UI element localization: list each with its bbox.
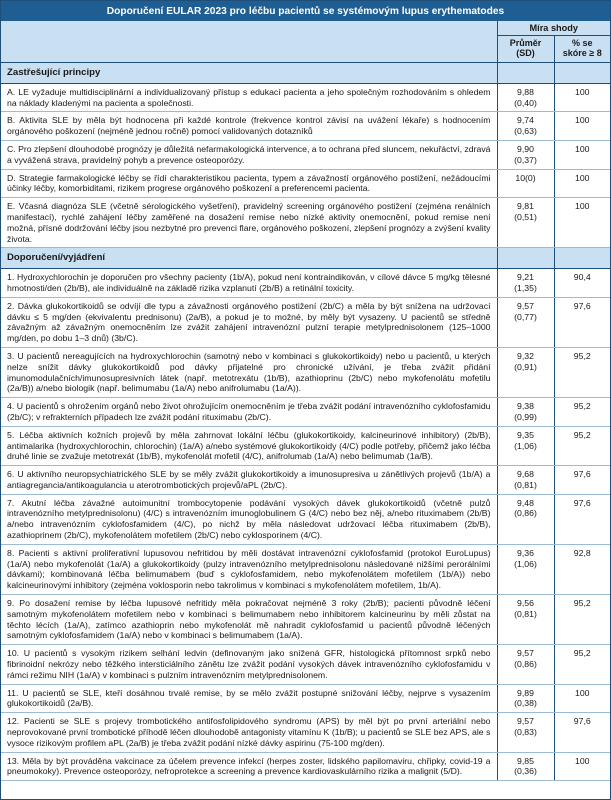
sd-value: (0,99) [514,411,537,422]
mean-sd-cell [497,83,554,112]
section-blank-cell [497,62,554,83]
mean-value: 9,38 [517,401,534,412]
sd-value: (0,77) [514,311,537,322]
table-row [1,347,610,397]
table-row [1,466,610,495]
section-blank-cell [554,248,610,269]
table-row [1,595,610,645]
recommendation-text: 10. U pacientů s vysokým rizikem selhání ledvin (definovaným jako snížená GFR, histologická přítomnost srpků nebo fibrinoidní nekrózy nebo těžkého intersticiálního zánětu lze zvážit podání vysokých dávek intravenózního cyklofosfamidu v rámci režimu NIH (1a/A) v kombinaci s pulzním intravenózním metylprednisolonem. [1,645,497,684]
mean-value: 9,32 [517,350,534,361]
table-row [1,297,610,347]
recommendation-text: 1. Hydroxychlorochin je doporučen pro všechny pacienty (1b/A), pokud není kontraindikován, v cílové dávce 5 mg/kg tělesné hmotnosti/den (2b/B), ale individuálně na základě rizika vzplanutí (2b/B) a retinální toxicity. [1,269,497,298]
sd-value: (0,86) [514,508,537,519]
sd-value: (0,36) [514,766,537,777]
recommendation-text: 6. U aktivního neuropsychiatrického SLE by se měly zvážit glukokortikoidy a imunosupresiva u zánětlivých projevů (1b/A) a antiagregancia/antikoagulancia u aterotrombotických projevů/aPL (2b/C). [1,466,497,495]
mean-value: 9,57 [517,716,534,727]
mean-value: 9,89 [517,687,534,698]
mean-value: 9,81 [517,201,534,212]
percent-value: 95,2 [554,347,610,397]
sd-value: (0,63) [514,126,537,137]
sd-value: (0,91) [514,361,537,372]
header-blank-cell [1,21,497,62]
sd-value: (0,86) [514,659,537,670]
mean-sd-cell [497,297,554,347]
recommendation-text: E. Včasná diagnóza SLE (včetně sérologického vyšetření), pravidelný screening orgánového postižení (zejména renálních manifestací), rychlé zahájení léčby zaměřené na dosažení remise nebo nízké aktivity onemocnění, pokud remise není možná, přísné dodržování léčby jsou nezbytné pro prevenci flare, orgánového poškození, zlepšení prognózy a zvýšení kvality života. [1,198,497,248]
percent-value: 97,6 [554,297,610,347]
mean-sd-cell [497,466,554,495]
recommendation-text: 3. U pacientů nereagujících na hydroxychlorochin (samotný nebo v kombinaci s glukokortikoidy) nebo u pacientů, u kterých nelze snížit dávky glukokortikoidů pod dávky přijatelné pro chronické užívání, je třeba zvážit přidání imunomodulačních/imunosupresivních látek (např. metotrexátu (1b/B), azathioprinu (2b/C) nebo mykofenolátu mofetilu (2a/B)) a/nebo biologik (např. belimumabu (1a/A) nebo anifrolumabu (1a/A)). [1,347,497,397]
sd-value: (1,06) [514,440,537,451]
table-row [1,112,610,141]
mean-sd-cell [497,140,554,169]
mean-value: 9,21 [517,272,534,283]
mean-sd-cell [497,595,554,645]
percent-value: 100 [554,169,610,198]
mean-sd-cell [497,198,554,248]
header-percent-line1: % se [571,37,593,48]
percent-value: 100 [554,752,610,781]
mean-value: 9,57 [517,648,534,659]
header-percent-line2: skóre ≥ 8 [562,48,602,59]
percent-value: 95,2 [554,398,610,427]
recommendation-text: 8. Pacienti s aktivní proliferativní lupusovou nefritidou by měli dostávat intravenózní cyklofosfamid (protokol EuroLupus) (1a/A) nebo mykofenolát (1a/A) a glukokortikoidy (pulzy intravenózního metylprednisolonu následované nižšími perorálními dávkami); kombinovaná léčba belimumabem (buď s cyklofosfamidem, nebo mykofenolátem mofetilem (1b/A)) nebo kalcineurinovými inhibitory (zejména voklosporin nebo takrolimus v kombinaci s mykofenolátem mofetilem, 1b/A). [1,544,497,594]
percent-value: 97,6 [554,466,610,495]
percent-value: 97,6 [554,494,610,544]
recommendation-text: 12. Pacienti se SLE s projevy trombotického antifosfolipidového syndromu (APS) by měl být po první arteriální nebo neprovokované první trombotické příhodě léčen dlouhodobě antagonisty vitamínu K (1b/B); u pacientů se SLE bez APS, ale s vysoce rizikovým profilem aPL (2a/B) je třeba zvážit podání nízké dávky aspirinu (75-100 mg/den). [1,713,497,752]
percent-value: 95,2 [554,645,610,684]
section-header-row [1,62,610,83]
recommendation-text: 7. Akutní léčba závažné autoimunitní trombocytopenie podávání vysokých dávek glukokortikoidů (včetně pulzů intravenózního metylprednisolonu) (4/C) s intravenózním imunoglobulinem G (4/C) nebo bez něj, a/nebo rituximabem (2b/B) a/nebo intravenózním cyklofosfamidem (4/C), po nichž by měla následovat udržovací léčba rituximabem (2b/B), azathioprinem (2b/C), mykofenolátem mofetilem (2b/C) nebo cyklosporinem (4/C). [1,494,497,544]
mean-sd-cell [497,544,554,594]
recommendation-text: 4. U pacientů s ohrožením orgánů nebo život ohrožujícím onemocněním je třeba zvážit podání intravenózního cyklofosfamidu (2b/C); v refrakterních případech lze zvážit podání rituximabu (2b/C). [1,398,497,427]
sd-value: (0,37) [514,154,537,165]
recommendation-text: B. Aktivita SLE by měla být hodnocena při každé kontrole (frekvence kontrol závisí na uvážení lékaře) s hodnocením orgánového poškození (nejméně jednou ročně) pomocí validovaných dotazníků [1,112,497,141]
percent-value: 100 [554,198,610,248]
sd-value: (0,81) [514,608,537,619]
percent-value: 97,6 [554,713,610,752]
mean-sd-cell [497,398,554,427]
header-percent [554,35,610,62]
recommendation-text: C. Pro zlepšení dlouhodobé prognózy je důležitá nefarmakologická intervence, a to ochrana před sluncem, nekuřáctví, zdravá a vyvážená strava, pravidelný pohyb a prevence osteoporózy. [1,140,497,169]
section-title: Zastřešující principy [1,62,497,83]
table-row [1,269,610,298]
sd-value: (0,40) [514,97,537,108]
percent-value: 92,8 [554,544,610,594]
mean-value: 9,56 [517,598,534,609]
table-title: Doporučení EULAR 2023 pro léčbu pacientů se systémovým lupus erythematodes [1,1,610,21]
header-mean [497,35,554,62]
table-row [1,398,610,427]
recommendation-text: 11. U pacientů se SLE, kteří dosáhnou trvalé remise, by se mělo zvážit postupné snižování léčby, nejprve s vysazením glukokortikoidů (2a/B). [1,684,497,713]
recommendation-text: A. LE vyžaduje multidisciplinární a individualizovaný přístup s edukací pacienta a jeho společným rozhodováním s ohledem na náklady kladenými na pacienta a společnosti. [1,83,497,112]
mean-value: 9,48 [517,497,534,508]
recommendation-text: 13. Měla by být prováděna vakcinace za účelem prevence infekcí (herpes zoster, lidského papilomaviru, chřipky, covid-19 a pneumokoky). Prevence osteoporózy, nefroprotekce a screening a prevence kardiovaskulárního rizika a malignit (5/D). [1,752,497,781]
mean-value: 10(0) [515,172,536,183]
mean-sd-cell [497,684,554,713]
percent-value: 95,2 [554,426,610,465]
table-row [1,752,610,781]
mean-sd-cell [497,269,554,298]
percent-value: 100 [554,112,610,141]
percent-value: 95,2 [554,595,610,645]
sd-value: (0,81) [514,479,537,490]
mean-sd-cell [497,713,554,752]
recommendation-text: 5. Léčba aktivních kožních projevů by měla zahrnovat lokální léčbu (glukokortikoidy, kalcineurinové inhibitory) (2b/B), antimalarika (hydroxychlorochin, chlorochin) (1a/A) a/nebo systémové glukokortikoidy (4/C) podle potřeby, přičemž jako léčba druhé linie se zvažuje metotrexát (1b/B), mykofenolát mofetil (4/C), anifrolumab (1a/A) nebo belimumab (1a/B). [1,426,497,465]
mean-value: 9,57 [517,300,534,311]
sd-value: (0,51) [514,211,537,222]
mean-sd-cell [497,645,554,684]
mean-value: 9,74 [517,115,534,126]
recommendation-text: 2. Dávka glukokortikoidů se odvíjí dle typu a závažnosti orgánového postižení (2b/C) a měla by být snížena na udržovací dávku ≤ 5 mg/den (ekvivalentu prednisonu) (2a/B), a pokud je to možné, by měly být vysazeny. U pacientů se středně závažným až závažným onemocněním lze zvážit zahájení intravenózní pulzní terapie metylprednisolonem (125–1000 mg/den, po dobu 1–3 dnů) (3b/C). [1,297,497,347]
recommendations-table [1,21,610,781]
header-mean-line2: (SD) [516,48,535,59]
table-row [1,645,610,684]
percent-value: 100 [554,140,610,169]
mean-value: 9,68 [517,469,534,480]
header-mean-line1: Průměr [509,37,542,48]
section-blank-cell [497,248,554,269]
table-row [1,684,610,713]
mean-value: 9,90 [517,143,534,154]
section-title: Doporučení/vyjádření [1,248,497,269]
mean-value: 9,88 [517,86,534,97]
table-row [1,426,610,465]
sd-value: (0,38) [514,698,537,709]
recommendation-text: D. Strategie farmakologické léčby se řídí charakteristikou pacienta, typem a závažností orgánového postižení, nežádoucími účinky léčby, komorbiditami, rizikem progrese orgánového poškození a preferencemi pacienta. [1,169,497,198]
table-row [1,83,610,112]
header-agreement: Míra shody [497,21,610,35]
table-row [1,169,610,198]
table-row [1,713,610,752]
mean-value: 9,35 [517,429,534,440]
header-row-group [1,21,610,35]
mean-sd-cell [497,426,554,465]
table-row [1,494,610,544]
sd-value: (1,06) [514,558,537,569]
sd-value: (0,83) [514,727,537,738]
percent-value: 100 [554,684,610,713]
mean-sd-cell [497,112,554,141]
section-blank-cell [554,62,610,83]
recommendation-text: 9. Po dosažení remise by léčba lupusové nefritidy měla pokračovat nejméně 3 roky (2b/B); pacienti původně léčení samotným mykofenolátem mofetilem nebo v kombinaci s belimumabem nebo inhibitorem kalcineurinu by měli zůstat na těchto lécích (1a/A), zatímco azathioprin nebo mykofenolát mě nahradit cyklofosfamid u pacientů původně léčených samotným cyklofosfamidem (1a/A) nebo v kombinaci s belimumabem (1a/A). [1,595,497,645]
section-header-row [1,248,610,269]
mean-value: 9,85 [517,755,534,766]
mean-sd-cell [497,494,554,544]
table-row [1,140,610,169]
mean-sd-cell [497,347,554,397]
percent-value: 100 [554,83,610,112]
mean-sd-cell [497,169,554,198]
mean-sd-cell [497,752,554,781]
mean-value: 9,36 [517,547,534,558]
table-row [1,544,610,594]
sd-value: (1,35) [514,282,537,293]
percent-value: 90,4 [554,269,610,298]
table-row [1,198,610,248]
